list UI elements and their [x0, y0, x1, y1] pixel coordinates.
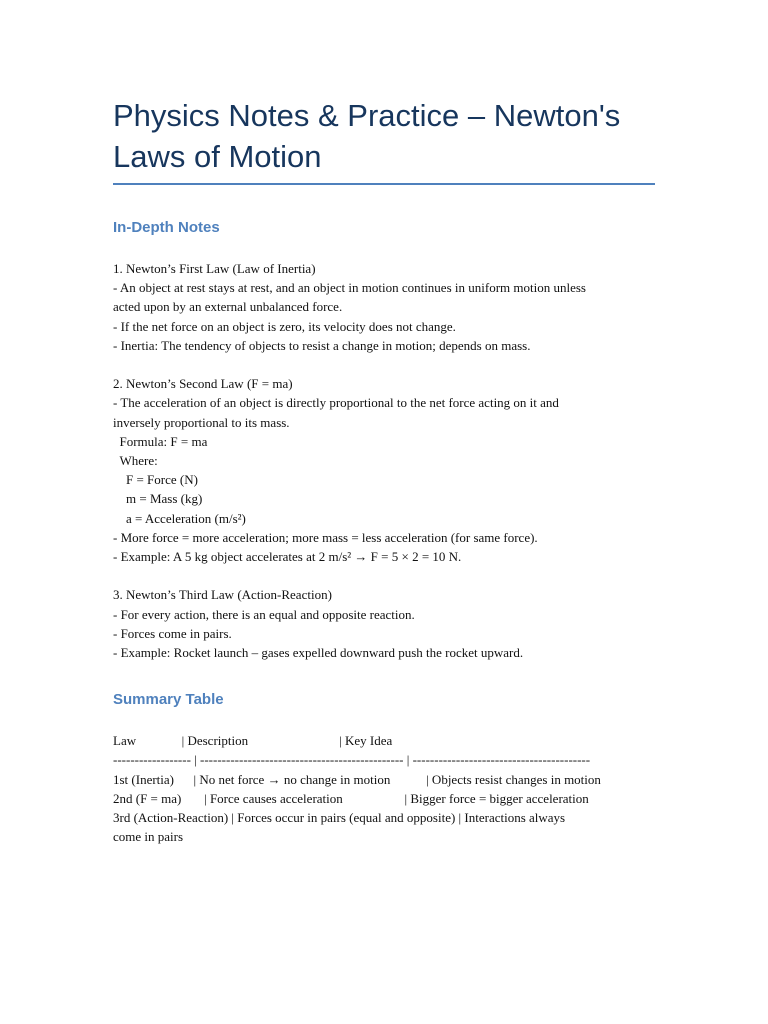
document-title: Physics Notes & Practice – Newton's Laws of Motion: [113, 98, 621, 174]
notes-line: - The acceleration of an object is directly proportional to the net force acting on it and: [113, 395, 559, 411]
summary-table-row: 2nd (F = ma) | Force causes acceleration | Bigger force = bigger acceleration: [113, 790, 589, 806]
summary-table-row: Law | Description | Key Idea: [113, 733, 393, 749]
title-underline-rule: [113, 183, 655, 185]
notes-line: - Inertia: The tendency of objects to resist a change in motion; depends on mass.: [113, 337, 531, 353]
blank-line: [113, 566, 655, 585]
section-heading-in-depth-notes: In-Depth Notes: [113, 219, 220, 236]
summary-table-row: come in pairs: [113, 829, 184, 845]
notes-line: 2. Newton’s Second Law (F = ma): [113, 376, 293, 392]
section-heading-summary-table: Summary Table: [113, 691, 224, 709]
notes-line: F = Force (N): [113, 472, 198, 488]
notes-line: Formula: F = ma: [113, 433, 208, 449]
summary-table-row: ------------------ | ----------------------------------------------- | -----------------------------------------: [113, 752, 591, 768]
notes-line: inversely proportional to its mass.: [113, 414, 290, 430]
notes-line: - More force = more acceleration; more mass = less acceleration (for same force).: [113, 529, 538, 545]
notes-line: - For every action, there is an equal and opposite reaction.: [113, 606, 415, 622]
notes-line: - If the net force on an object is zero, its velocity does not change.: [113, 318, 456, 334]
notes-line: acted upon by an external unbalanced force.: [113, 299, 343, 315]
notes-line: 3. Newton’s Third Law (Action-Reaction): [113, 587, 332, 603]
notes-body: [113, 259, 655, 662]
notes-line: a = Acceleration (m/s²): [113, 510, 246, 526]
summary-table-row: 1st (Inertia) | No net force → no change in motion | Objects resist changes in motion: [113, 771, 601, 787]
notes-line: - Forces come in pairs.: [113, 625, 232, 641]
summary-table-text: [113, 731, 655, 846]
notes-line: 1. Newton’s First Law (Law of Inertia): [113, 261, 316, 276]
notes-line: - An object at rest stays at rest, and an object in motion continues in uniform motion unless: [113, 280, 586, 296]
summary-table-row: 3rd (Action-Reaction) | Forces occur in pairs (equal and opposite) | Interactions always: [113, 810, 566, 826]
notes-line: Where:: [113, 453, 158, 469]
blank-line: [113, 355, 655, 374]
notes-line: - Example: A 5 kg object accelerates at 2 m/s² → F = 5 × 2 = 10 N.: [113, 549, 462, 565]
document-page: [113, 92, 655, 846]
notes-line: - Example: Rocket launch – gases expelled downward push the rocket upward.: [113, 645, 524, 661]
notes-line: m = Mass (kg): [113, 491, 203, 507]
